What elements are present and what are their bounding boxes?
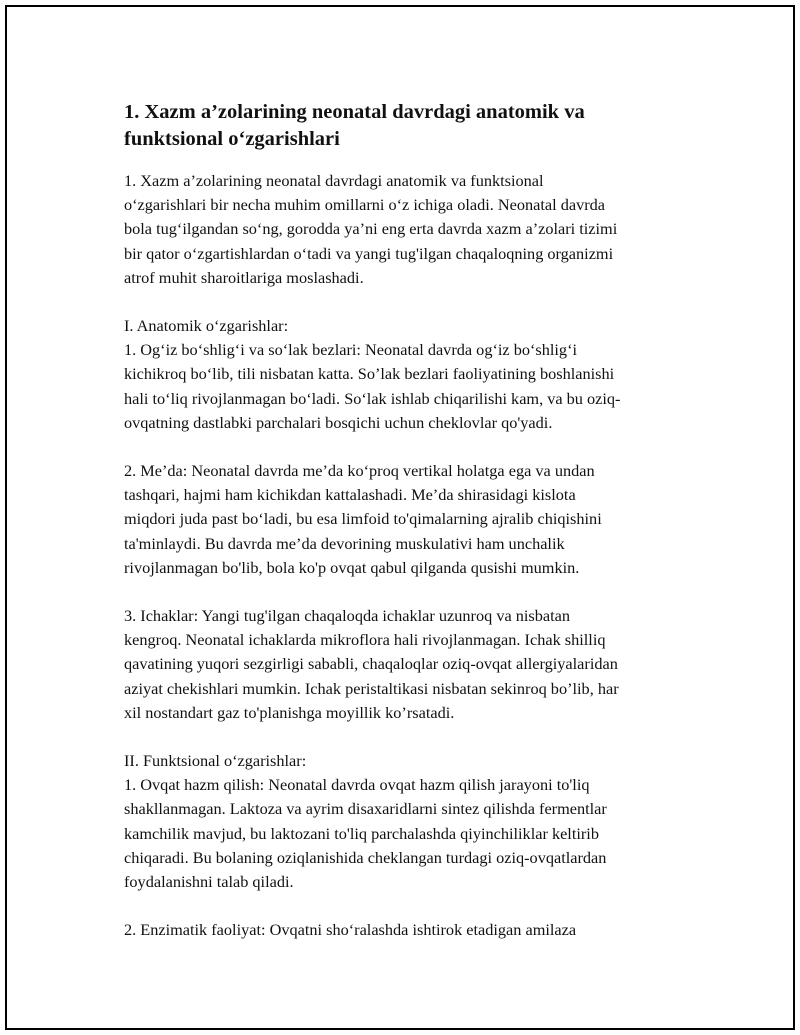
text-line: 3. Ichaklar: Yangi tug'ilgan chaqaloqda ichaklar uzunroq va nisbatan xyxy=(124,606,571,626)
section-heading-line: I. Anatomik o‘zgarishlar: xyxy=(124,316,289,336)
text-line: kamchilik mavjud, bu laktozani to'liq parchalashda qiyinchiliklar keltirib xyxy=(124,823,599,843)
text-line: 1. Xazm a’zolarining neonatal davrdagi anatomik va funktsional xyxy=(124,171,544,190)
enzymatic-paragraph xyxy=(120,918,695,942)
text-line: ta'minlaydi. Bu davrda me’da devorining muskulativi ham unchalik xyxy=(124,533,565,553)
text-line: bir qator o‘zgartishlardan o‘tadi va yangi tug'ilgan chaqaloqning organizmi xyxy=(124,243,614,263)
text-line: chiqaradi. Bu bolaning oziqlanishida cheklangan turdagi oziq-ovqatlardan xyxy=(124,847,607,867)
document-body xyxy=(120,99,695,966)
text-line: 2. Enzimatik faoliyat: Ovqatni sho‘ralashda ishtirok etadigan amilaza xyxy=(124,920,577,940)
title-line: funktsional o‘zgarishlari xyxy=(124,128,340,150)
anatomical-section-paragraph xyxy=(120,314,695,435)
functional-section-paragraph xyxy=(120,749,695,894)
document-title xyxy=(120,99,695,153)
title-line: 1. Xazm a’zolarining neonatal davrdagi anatomik va xyxy=(124,101,585,123)
text-line: 1. Ovqat hazm qilish: Neonatal davrda ovqat hazm qilish jarayoni to'liq xyxy=(124,775,590,795)
intro-paragraph xyxy=(120,169,695,290)
text-line: foydalanishni talab qiladi. xyxy=(124,872,294,892)
stomach-paragraph xyxy=(120,459,695,580)
text-line: o‘zgarishlari bir necha muhim omillarni o‘z ichiga oladi. Neonatal davrda xyxy=(124,195,606,215)
text-line: miqdori juda past bo‘ladi, bu esa limfoid to'qimalarning ajralib chiqishini xyxy=(124,509,602,529)
text-line: ovqatning dastlabki parchalari bosqichi uchun cheklovlar qo'yadi. xyxy=(124,412,553,432)
text-line: bola tug‘ilgandan so‘ng, gorodda ya’ni eng erta davrda xazm a’zolari tizimi xyxy=(124,219,618,239)
text-line: hali to‘liq rivojlanmagan bo‘ladi. So‘lak ishlab chiqarilishi kam, va bu oziq- xyxy=(124,388,621,408)
text-line: rivojlanmagan bo'lib, bola ko'p ovqat qabul qilganda qusishi mumkin. xyxy=(124,557,580,577)
text-line: 1. Og‘iz bo‘shlig‘i va so‘lak bezlari: Neonatal davrda og‘iz bo‘shlig‘i xyxy=(124,340,578,360)
text-line: xil nostandart gaz to'planishga moyillik ko’rsatadi. xyxy=(124,702,455,722)
text-line: atrof muhit sharoitlariga moslashadi. xyxy=(124,267,364,287)
section-heading-line: II. Funktsional o‘zgarishlar: xyxy=(124,751,307,771)
text-line: 2. Me’da: Neonatal davrda me’da ko‘proq vertikal holatga ega va undan xyxy=(124,461,595,481)
text-line: kichikroq bo‘lib, tili nisbatan katta. So’lak bezlari faoliyatining boshlanishi xyxy=(124,364,615,384)
intestines-paragraph xyxy=(120,604,695,725)
text-line: tashqari, hajmi ham kichikdan kattalashadi. Me’da shirasidagi kislota xyxy=(124,485,576,505)
text-line: aziyat chekishlari mumkin. Ichak peristaltikasi nisbatan sekinroq bo’lib, har xyxy=(124,678,619,698)
text-line: qavatining yuqori sezgirligi sababli, chaqaloqlar oziq-ovqat allergiyalaridan xyxy=(124,654,618,674)
page-frame xyxy=(5,5,795,1030)
text-line: shakllanmagan. Laktoza va ayrim disaxaridlarni sintez qilishda fermentlar xyxy=(124,799,607,819)
text-line: kengroq. Neonatal ichaklarda mikroflora hali rivojlanmagan. Ichak shilliq xyxy=(124,630,606,650)
